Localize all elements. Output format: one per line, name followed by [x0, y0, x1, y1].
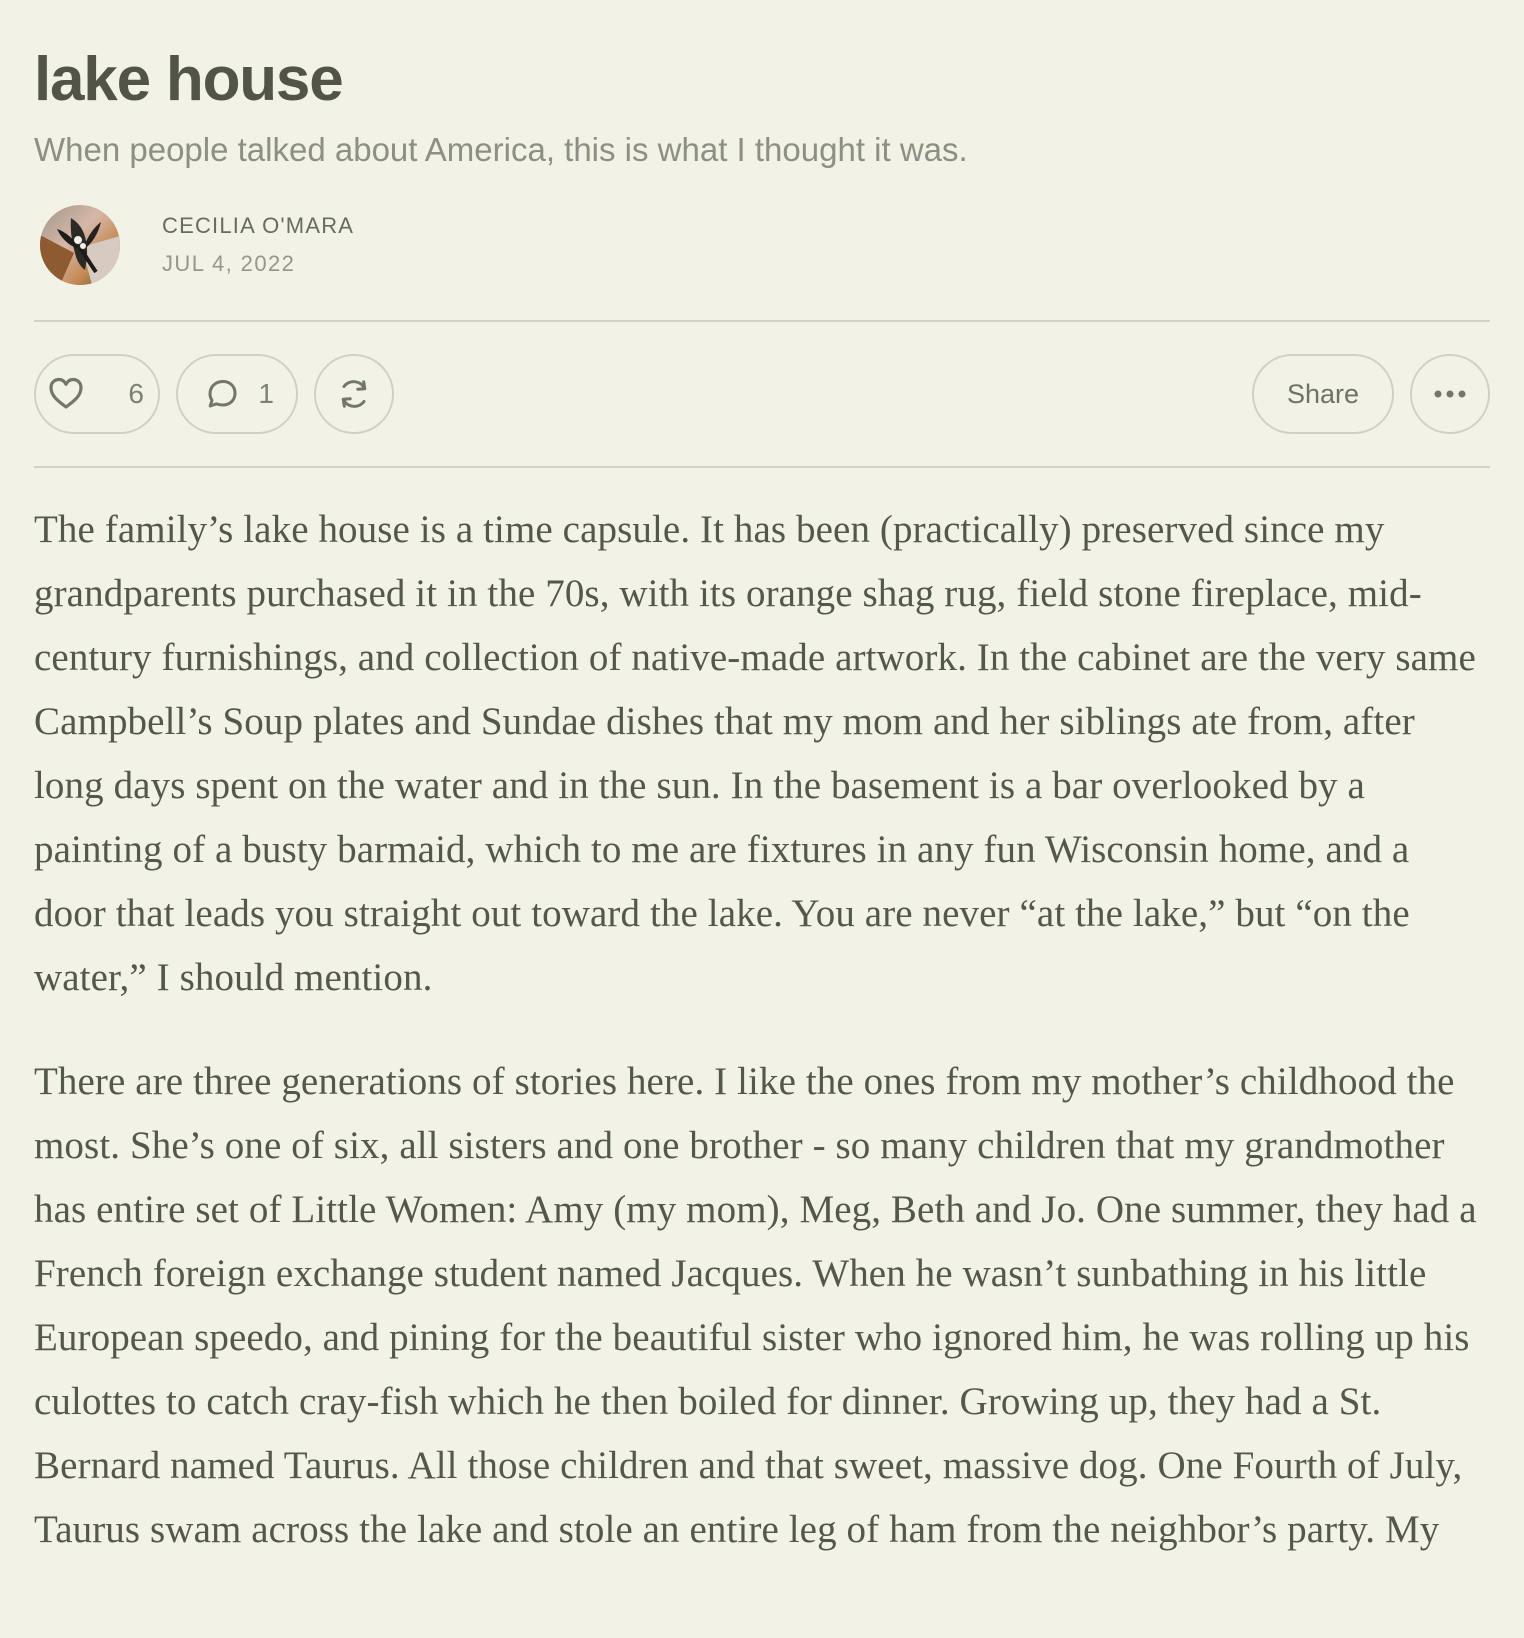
restack-icon [334, 374, 374, 414]
comment-button[interactable] [176, 354, 298, 434]
post-content [34, 38, 1490, 1602]
post-actions [34, 354, 1490, 434]
post-title: lake house [34, 45, 343, 114]
post-subtitle: When people talked about America, this is what I thought it was. [34, 131, 968, 168]
more-button[interactable] [1410, 354, 1490, 434]
engagement-actions [34, 354, 394, 434]
comment-icon [202, 374, 242, 414]
article-paragraph: The family’s lake house is a time capsule. It has been (practically) preserved since my grandparents purchased it in the 70s, with its orange shag rug, field stone fireplace, mid-century furnishings, and collection of native-made artwork. In the cabinet are the very same Campbell’s Soup plates and Sundae dishes that my mom and her siblings ate from, after long days spent on the water and in the sun. In the basement is a bar overlooked by a painting of a busty barmaid, which to me are fixtures in any fun Wisconsin home, and a door that leads you straight out toward the lake. You are never “at the lake,” but “on the water,” I should mention. [34, 508, 1476, 999]
top-divider [34, 320, 1490, 322]
like-count: 6 [128, 378, 144, 409]
author-meta [162, 211, 354, 279]
article-paragraph: There are three generations of stories here. I like the ones from my mother’s childhood the most. She’s one of six, all sisters and one brother - so many children that my grandmother has entire set of Little Women: Amy (my mom), Meg, Beth and Jo. One summer, they had a French foreign exchange student named Jacques. When he wasn’t sunbathing in his little European speedo, and pining for the beautiful sister who ignored him, he was rolling up his culottes to catch cray-fish which he then boiled for dinner. Growing up, they had a St. Bernard named Taurus. All those children and that sweet, massive dog. One Fourth of July, Taurus swam across the lake and stole an entire leg of ham from the neighbor’s party. My [34, 1060, 1477, 1551]
share-button[interactable]: Share [1252, 354, 1394, 434]
comment-count: 1 [258, 378, 274, 409]
bottom-divider [34, 466, 1490, 468]
author-name[interactable]: CECILIA O'MARA [162, 213, 355, 238]
post-date: JUL 4, 2022 [162, 251, 296, 276]
article-body [34, 498, 1490, 1562]
avatar[interactable] [40, 205, 120, 285]
secondary-actions [1252, 354, 1490, 434]
like-button[interactable] [34, 354, 160, 434]
restack-button[interactable] [314, 354, 394, 434]
author-byline [40, 202, 1490, 288]
more-icon [1432, 388, 1468, 400]
heart-icon [44, 372, 88, 416]
